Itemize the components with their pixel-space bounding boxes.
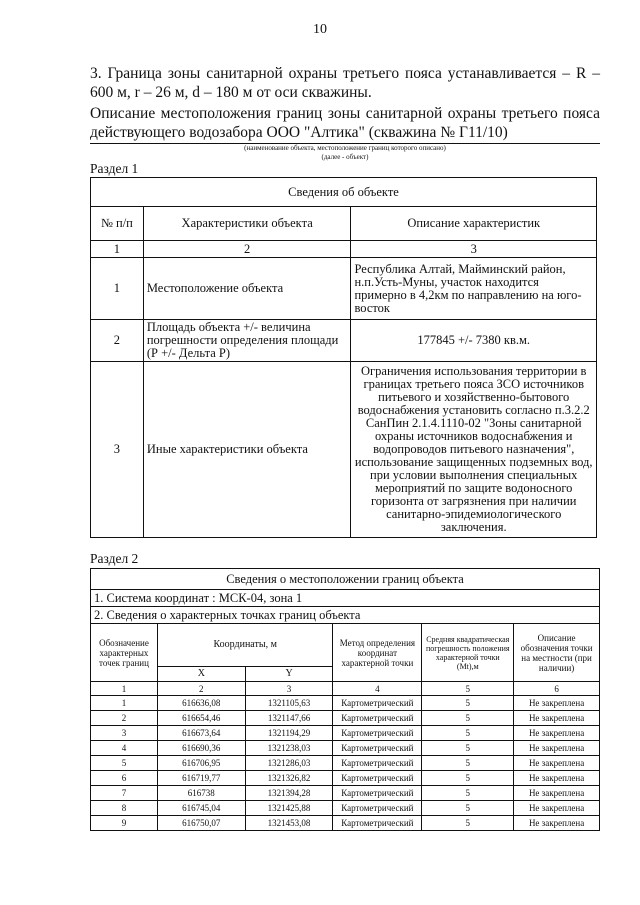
table-row [91,362,597,538]
point-number: 3 [91,726,158,741]
point-precision: 5 [422,756,514,771]
point-y: 1321238,03 [245,741,333,756]
point-y: 1321286,03 [245,756,333,771]
col-number: 1 [91,682,158,696]
point-precision: 5 [422,816,514,831]
point-y: 1321425,88 [245,801,333,816]
point-number: 6 [91,771,158,786]
point-marking: Не закреплена [514,771,600,786]
point-x: 616745,04 [157,801,245,816]
point-y: 1321105,63 [245,696,333,711]
col-number: 2 [143,241,351,258]
point-precision: 5 [422,771,514,786]
location-description-paragraph: Описание местоположения границ зоны санитарной охраны третьего пояса действующего водозабора ООО "Алтика" (скважина № Г11/10) [90,105,600,141]
object-info-table [90,177,597,538]
object-note: (далее - объект) [321,153,369,161]
point-marking: Не закреплена [514,786,600,801]
point-number: 1 [91,696,158,711]
point-method: Картометрический [333,711,422,726]
point-y: 1321394,28 [245,786,333,801]
col-num-header: № п/п [91,207,144,241]
col-point-header: Обозначение характерных точек границ [91,624,158,682]
point-method: Картометрический [333,801,422,816]
section2-header: Сведения о местоположении границ объекта [91,569,600,590]
col-number: 3 [351,241,597,258]
col-number: 4 [333,682,422,696]
col-marking-header: Описание обозначения точки на местности (при наличии) [514,624,600,682]
row-desc: 177845 +/- 7380 кв.м. [351,320,597,362]
point-marking: Не закреплена [514,711,600,726]
point-x: 616636,08 [157,696,245,711]
section1-header: Сведения об объекте [91,178,597,207]
col-characteristic-header: Характеристики объекта [143,207,351,241]
row-desc: Республика Алтай, Майминский район, н.п.Усть-Муны, участок находится примерно в 4,2км по направлению на юго-восток [351,258,597,320]
point-y: 1321453,08 [245,816,333,831]
point-marking: Не закреплена [514,726,600,741]
col-number: 5 [422,682,514,696]
point-method: Картометрический [333,771,422,786]
point-y: 1321147,66 [245,711,333,726]
point-x: 616706,95 [157,756,245,771]
point-method: Картометрический [333,696,422,711]
section1-label: Раздел 1 [90,161,139,176]
col-coords-header: Координаты, м [157,624,333,667]
table-row [91,320,597,362]
col-x-header: X [157,667,245,682]
row-name: Площадь объекта +/- величина погрешности определения площади (Р +/- Дельта Р) [143,320,351,362]
table-row [91,786,600,801]
col-number: 1 [91,241,144,258]
point-method: Картометрический [333,726,422,741]
table-row [91,756,600,771]
points-header: 2. Сведения о характерных точках границ объекта [91,607,600,624]
page-number: 10 [313,22,327,37]
point-precision: 5 [422,786,514,801]
point-x: 616719,77 [157,771,245,786]
point-number: 8 [91,801,158,816]
object-name-note: (наименование объекта, местоположение границ которого описано) [244,144,446,152]
point-number: 5 [91,756,158,771]
boundary-points-table [90,568,600,831]
point-marking: Не закреплена [514,756,600,771]
table-row [91,801,600,816]
point-method: Картометрический [333,741,422,756]
row-num: 2 [91,320,144,362]
point-y: 1321194,29 [245,726,333,741]
table-row [91,696,600,711]
point-y: 1321326,82 [245,771,333,786]
point-x: 616654,46 [157,711,245,726]
point-precision: 5 [422,696,514,711]
point-marking: Не закреплена [514,816,600,831]
point-number: 4 [91,741,158,756]
point-method: Картометрический [333,756,422,771]
row-desc: Ограничения использования территории в границах третьего пояса ЗСО источников питьевого и хозяйственно-бытового водоснабжения установить согласно п.3.2.2 СанПин 2.1.4.1110-02 "Зоны санитарной охраны источников водоснабжения и водопроводов питьевого назначения", использование защищенных подземных вод, при условии выполнения специальных мероприятий по защите водоносного горизонта от загрязнения при наличии санитарно-эпидемиологического заключения. [351,362,597,538]
point-marking: Не закреплена [514,741,600,756]
col-description-header: Описание характеристик [351,207,597,241]
section2-label: Раздел 2 [90,551,139,566]
point-precision: 5 [422,711,514,726]
point-marking: Не закреплена [514,696,600,711]
table-row [91,711,600,726]
col-number: 6 [514,682,600,696]
row-num: 1 [91,258,144,320]
table-row [91,726,600,741]
table-row [91,741,600,756]
row-name: Местоположение объекта [143,258,351,320]
point-x: 616738 [157,786,245,801]
table-row [91,816,600,831]
table-row [91,258,597,320]
point-precision: 5 [422,801,514,816]
col-number: 2 [157,682,245,696]
table-row [91,771,600,786]
point-x: 616750,07 [157,816,245,831]
point-x: 616673,64 [157,726,245,741]
point-method: Картометрический [333,786,422,801]
zone-boundary-paragraph: 3. Граница зоны санитарной охраны третьего пояса устанавливается – R – 600 м, r – 26 м, d – 180 м от оси скважины. [90,65,600,101]
col-method-header: Метод определения координат характерной точки [333,624,422,682]
point-x: 616690,36 [157,741,245,756]
col-precision-header: Средняя квадратическая погрешность положения характерной точки (Мt),м [422,624,514,682]
col-number: 3 [245,682,333,696]
col-y-header: Y [245,667,333,682]
point-precision: 5 [422,741,514,756]
point-precision: 5 [422,726,514,741]
coord-system: 1. Система координат : МСК-04, зона 1 [91,590,600,607]
point-number: 9 [91,816,158,831]
point-method: Картометрический [333,816,422,831]
row-num: 3 [91,362,144,538]
row-name: Иные характеристики объекта [143,362,351,538]
point-number: 2 [91,711,158,726]
point-number: 7 [91,786,158,801]
point-marking: Не закреплена [514,801,600,816]
